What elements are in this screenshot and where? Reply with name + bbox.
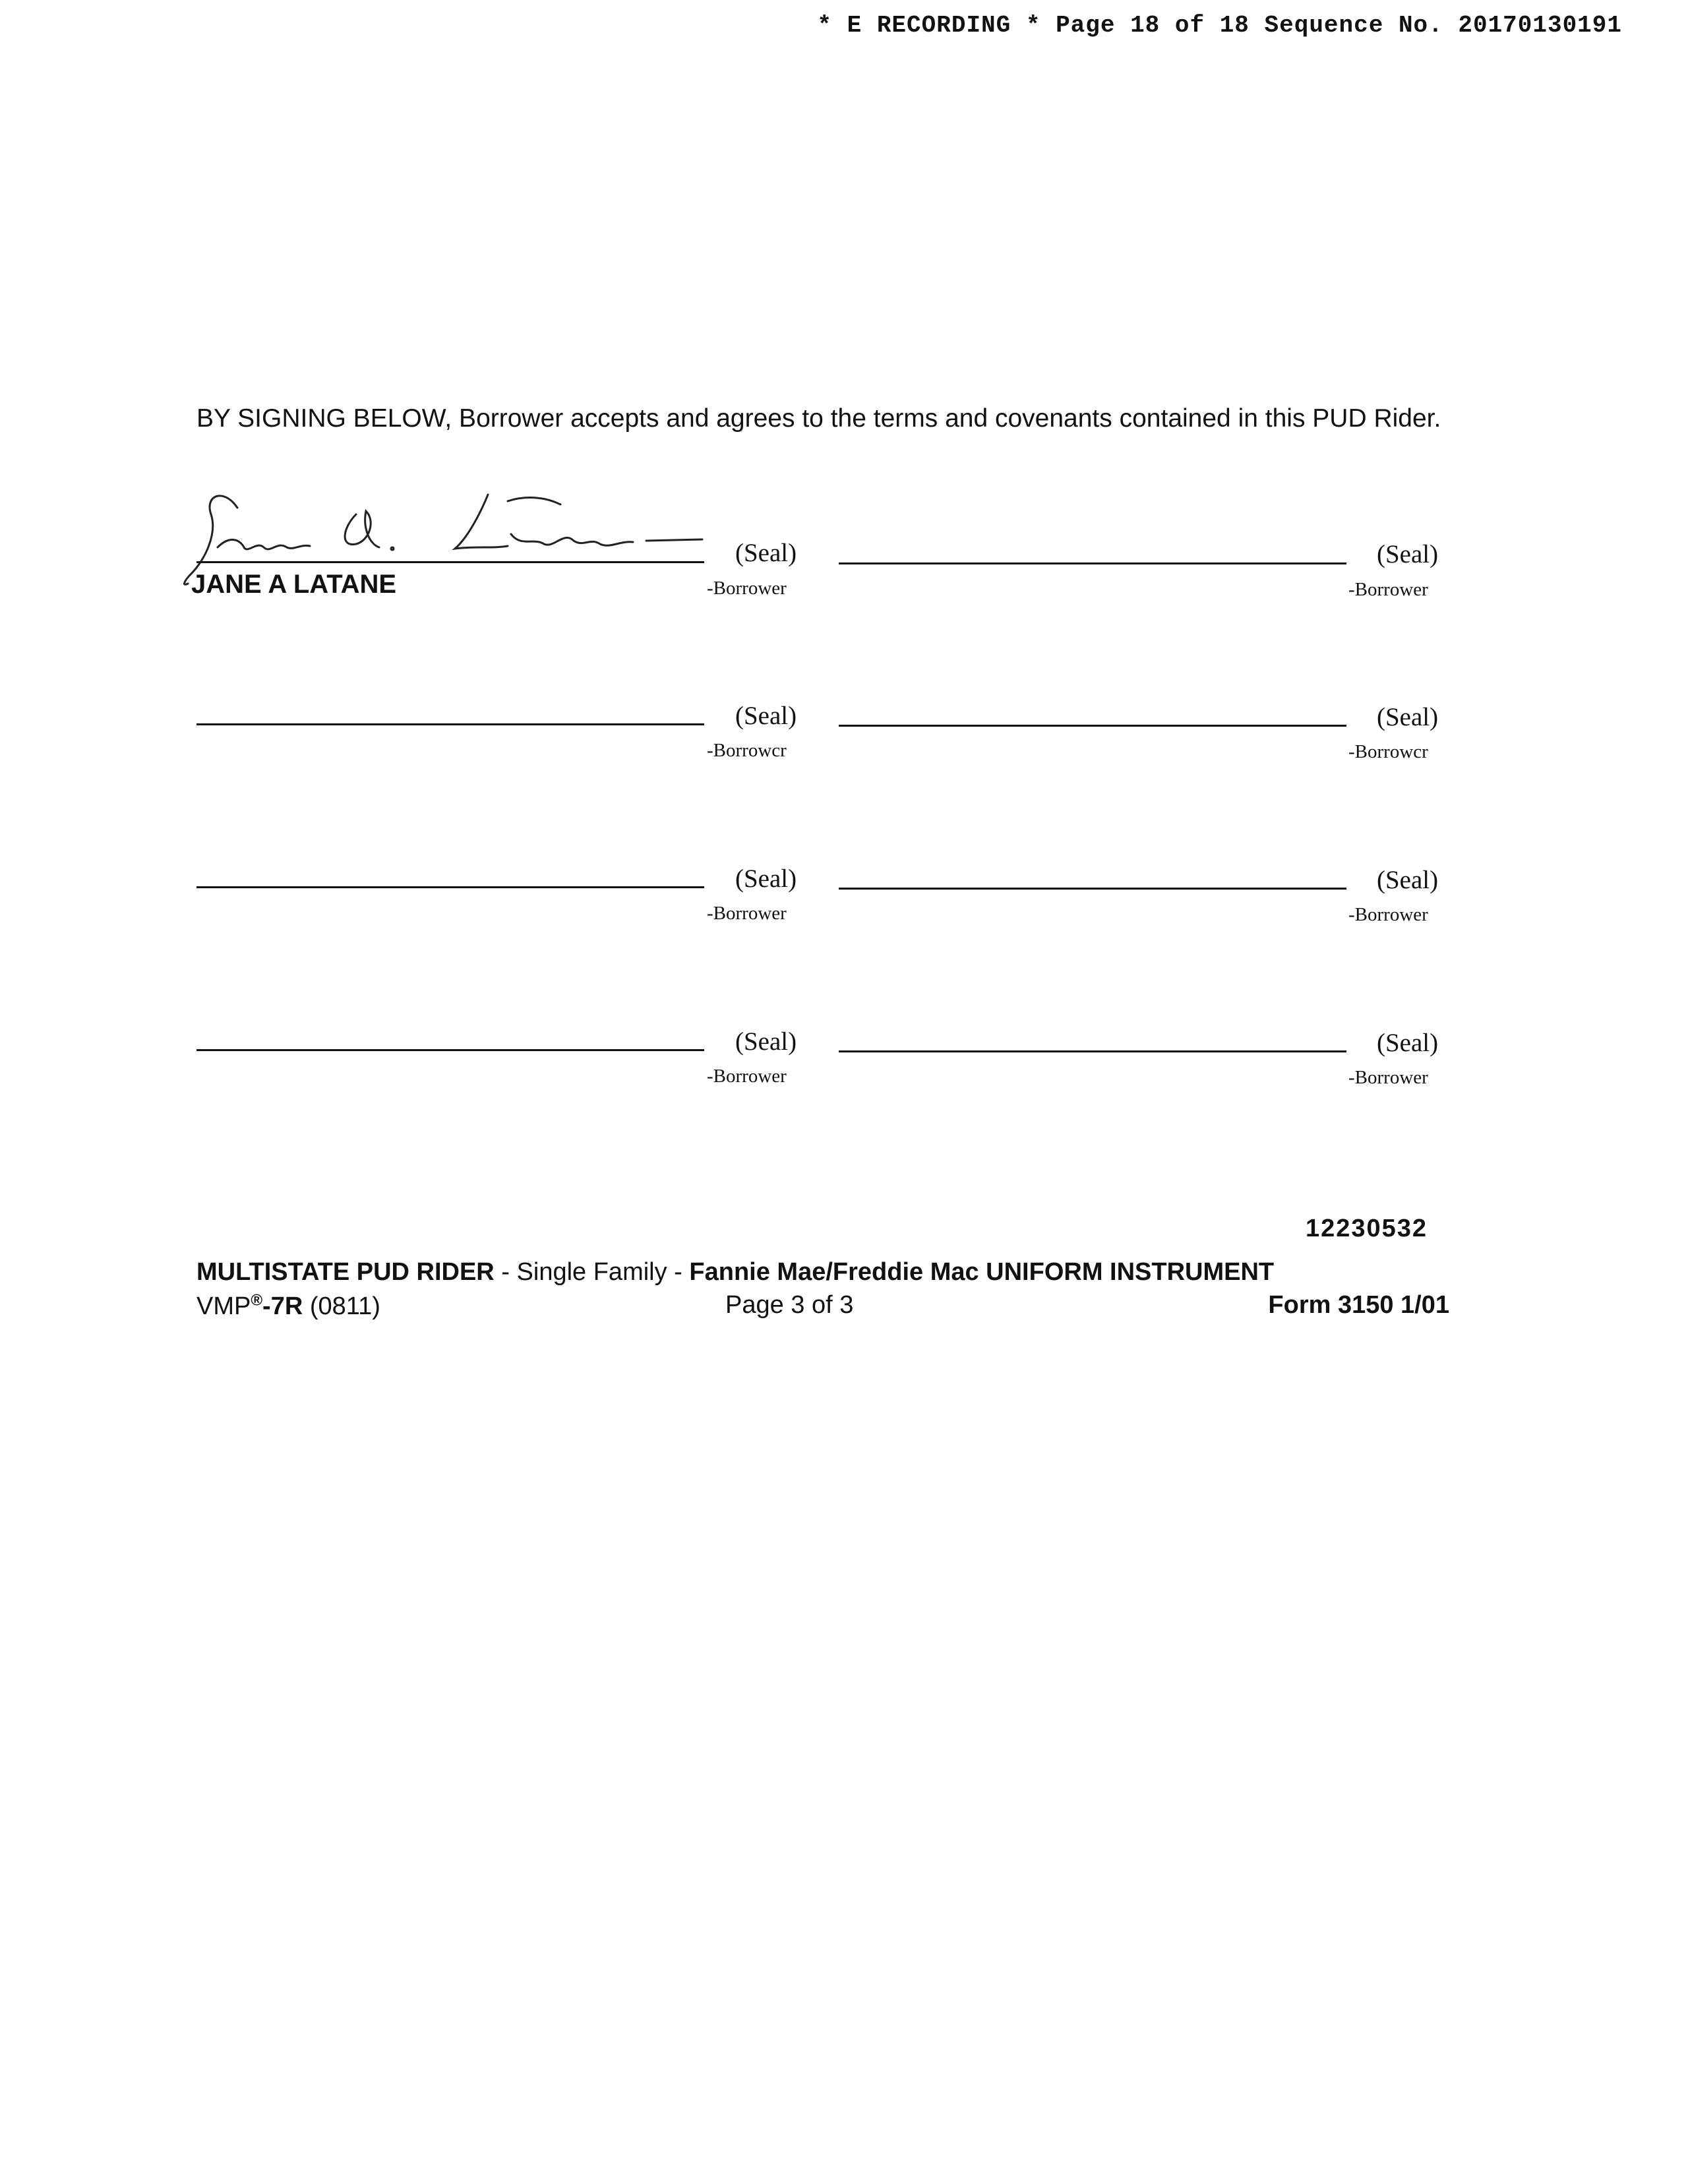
signature-line[interactable]: [196, 1049, 704, 1051]
borrower-label: -Borrowcr: [1348, 741, 1428, 762]
seal-label: (Seal): [1377, 866, 1439, 894]
seal-label: (Seal): [735, 864, 797, 893]
borrower-label: -Borrower: [707, 1066, 787, 1087]
signature-line[interactable]: [839, 1050, 1346, 1052]
form-title: MULTISTATE PUD RIDER: [196, 1258, 495, 1286]
signature-line[interactable]: [196, 561, 704, 563]
signature-line[interactable]: [196, 723, 704, 725]
vmp-code: VMP®-7R (0811): [196, 1291, 380, 1320]
borrower-label: -Borrowcr: [707, 740, 787, 761]
borrower-label: -Borrower: [1348, 579, 1428, 600]
recording-header: * E RECORDING * Page 18 of 18 Sequence No. 20170130191: [817, 12, 1622, 39]
signature-line[interactable]: [839, 562, 1346, 564]
borrower-label: -Borrower: [707, 578, 787, 599]
seal-label: (Seal): [1377, 703, 1439, 731]
signature-line[interactable]: [839, 725, 1346, 727]
page-indicator: Page 3 of 3: [725, 1291, 854, 1319]
borrower-label: -Borrower: [707, 903, 787, 924]
seal-label: (Seal): [1377, 540, 1439, 568]
form-title-line: [196, 1258, 1462, 1287]
borrower-label: -Borrower: [1348, 904, 1428, 925]
signer-name: JANE A LATANE: [191, 570, 397, 599]
seal-label: (Seal): [735, 702, 797, 730]
seal-label: (Seal): [735, 539, 797, 567]
seal-label: (Seal): [1377, 1029, 1439, 1057]
borrower-label: -Borrower: [1348, 1067, 1428, 1088]
form-info-line: [196, 1291, 1449, 1321]
signature-line[interactable]: [196, 886, 704, 888]
form-subtitle: - Single Family -: [494, 1258, 690, 1286]
signature-line[interactable]: [839, 888, 1346, 890]
loan-number: 12230532: [1306, 1215, 1428, 1242]
form-id: Form 3150 1/01: [1268, 1291, 1449, 1319]
instrument-label: Fannie Mae/Freddie Mac UNIFORM INSTRUMENT: [689, 1258, 1275, 1286]
acceptance-statement: BY SIGNING BELOW, Borrower accepts and agrees to the terms and covenants contained in this PUD Rider.: [196, 404, 1441, 433]
seal-label: (Seal): [735, 1027, 797, 1056]
